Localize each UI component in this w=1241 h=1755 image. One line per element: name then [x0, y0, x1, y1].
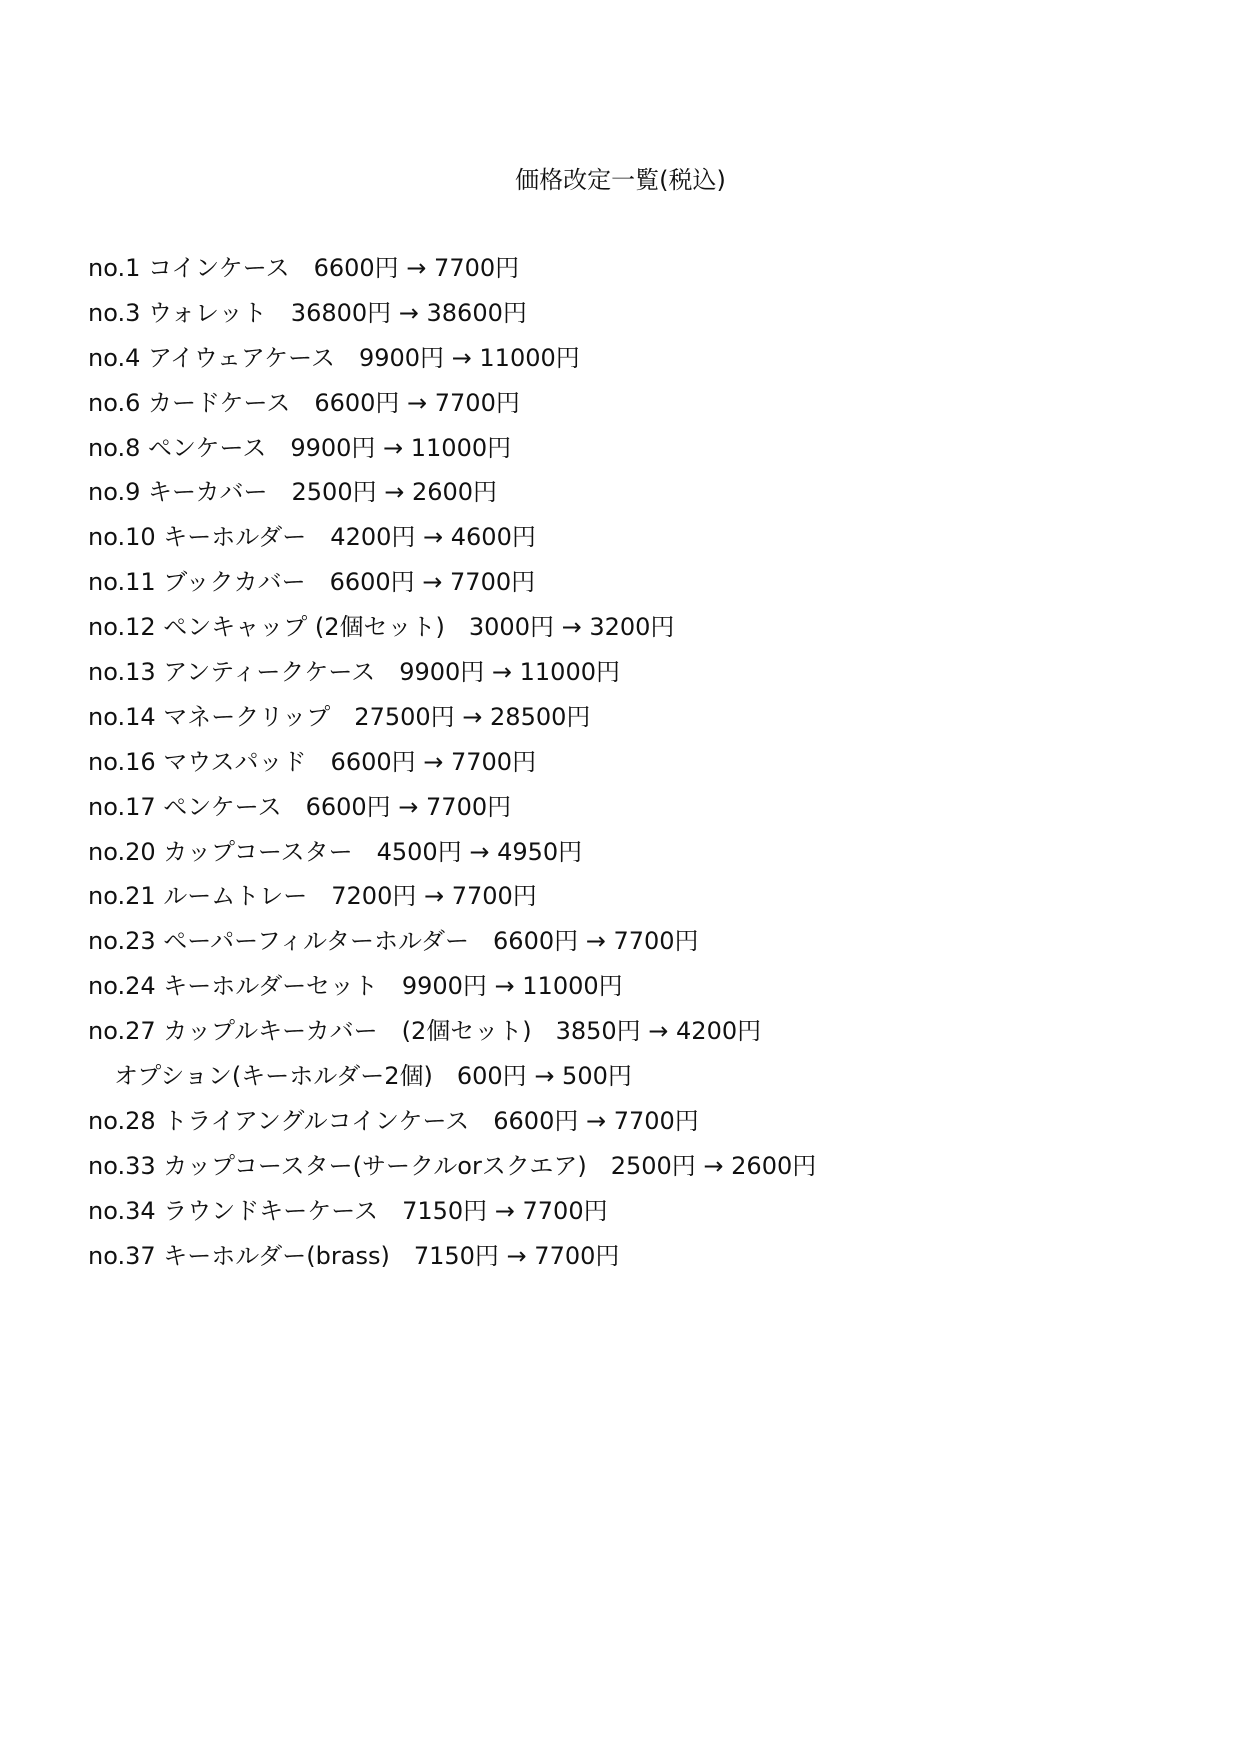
price-list: [88, 246, 1208, 1278]
price-row-no8: no.8 ペンケース 9900円 → 11000円: [88, 433, 512, 462]
price-row-no24: no.24 キーホルダーセット 9900円 → 11000円: [88, 972, 623, 1001]
price-row-no4: no.4 アイウェアケース 9900円 → 11000円: [88, 343, 580, 372]
price-row-no37: no.37 キーホルダー(brass) 7150円 → 7700円: [88, 1241, 620, 1270]
price-row-no23: no.23 ペーパーフィルターホルダー 6600円 → 7700円: [88, 927, 699, 956]
price-row-option: オプション(キーホルダー2個) 600円 → 500円: [114, 1062, 632, 1091]
page-title: 価格改定一覧(税込): [515, 166, 726, 194]
price-row-no17: no.17 ペンケース 6600円 → 7700円: [88, 792, 512, 821]
price-row-no28: no.28 トライアングルコインケース 6600円 → 7700円: [88, 1106, 699, 1135]
price-row-no9: no.9 キーカバー 2500円 → 2600円: [88, 478, 498, 507]
price-row-no20: no.20 カップコースター 4500円 → 4950円: [88, 837, 583, 866]
price-row-no12: no.12 ペンキャップ (2個セット) 3000円 → 3200円: [88, 613, 675, 642]
price-row-no13: no.13 アンティークケース 9900円 → 11000円: [88, 658, 620, 687]
price-row-no33: no.33 カップコースター(サークルorスクエア) 2500円 → 2600円: [88, 1151, 817, 1180]
price-row-no14: no.14 マネークリップ 27500円 → 28500円: [88, 702, 591, 731]
price-row-no16: no.16 マウスパッド 6600円 → 7700円: [88, 747, 537, 776]
price-row-no27: no.27 カップルキーカバー (2個セット) 3850円 → 4200円: [88, 1017, 762, 1046]
price-row-no3: no.3 ウォレット 36800円 → 38600円: [88, 298, 527, 327]
price-row-no6: no.6 カードケース 6600円 → 7700円: [88, 388, 520, 417]
price-row-no1: no.1 コインケース 6600円 → 7700円: [88, 254, 520, 282]
price-row-no10: no.10 キーホルダー 4200円 → 4600円: [88, 523, 536, 552]
price-row-no21: no.21 ルームトレー 7200円 → 7700円: [88, 882, 537, 911]
price-row-no34: no.34 ラウンドキーケース 7150円 → 7700円: [88, 1196, 608, 1225]
price-row-no11: no.11 ブックカバー 6600円 → 7700円: [88, 568, 536, 597]
